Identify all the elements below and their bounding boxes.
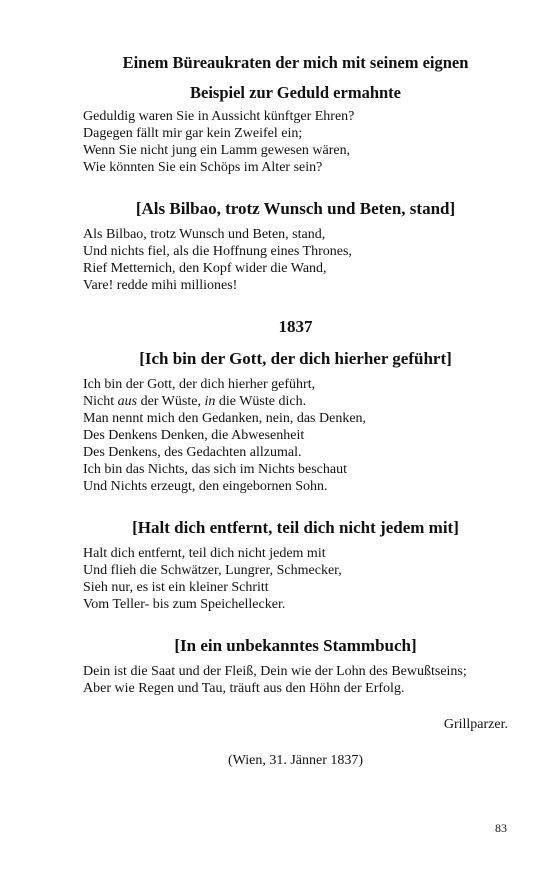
verse-line: Und nichts fiel, als die Hoffnung eines Thrones, bbox=[83, 244, 352, 259]
section4-title: [Halt dich entfernt, teil dich nicht jedem mit] bbox=[132, 518, 459, 537]
verse-line: Und flieh die Schwätzer, Lungrer, Schmecker, bbox=[83, 563, 342, 578]
spacer bbox=[83, 294, 508, 316]
verse-line: Rief Metternich, den Kopf wider die Wand, bbox=[83, 261, 327, 276]
verse-line: Wie könnten Sie ein Schöps im Alter sein? bbox=[83, 160, 323, 175]
section4-stanza bbox=[83, 545, 508, 613]
verse-line: Man nennt mich den Gedanken, nein, das Denken, bbox=[83, 411, 367, 426]
section1-stanza bbox=[83, 108, 508, 176]
verse-line: Vom Teller- bis zum Speichellecker. bbox=[83, 597, 286, 612]
verse-emphasis: in bbox=[204, 394, 216, 409]
spacer bbox=[83, 495, 508, 517]
year-heading: 1837 bbox=[278, 317, 313, 336]
verse-line: Aber wie Regen und Tau, träuft aus den Höhn der Erfolg. bbox=[83, 681, 405, 696]
verse-line: Sieh nur, es ist ein kleiner Schritt bbox=[83, 580, 269, 595]
section1-title-line1: Einem Büreaukraten der mich mit seinem eignen bbox=[122, 53, 469, 72]
dateline: (Wien, 31. Jänner 1837) bbox=[227, 753, 364, 768]
verse-line: Des Denkens, des Gedachten allzumal. bbox=[83, 445, 302, 460]
verse-line: Ich bin das Nichts, das sich im Nichts beschaut bbox=[83, 462, 348, 477]
verse-line: Und Nichts erzeugt, den eingebornen Sohn. bbox=[83, 479, 328, 494]
poem-page bbox=[83, 52, 508, 769]
verse-line: Geduldig waren Sie in Aussicht künftger Ehren? bbox=[83, 109, 355, 124]
verse-line: Vare! redde mihi milliones! bbox=[83, 278, 238, 293]
verse-fragment: Nicht bbox=[83, 394, 118, 409]
verse-line: Ich bin der Gott, der dich hierher geführt, bbox=[83, 377, 316, 392]
verse-emphasis: aus bbox=[117, 394, 138, 409]
section2-title: [Als Bilbao, trotz Wunsch und Beten, stand] bbox=[135, 199, 456, 218]
verse-line: Dagegen fällt mir gar kein Zweifel ein; bbox=[83, 126, 303, 141]
section5-stanza bbox=[83, 663, 508, 697]
verse-line: Halt dich entfernt, teil dich nicht jedem mit bbox=[83, 546, 326, 561]
verse-line: Als Bilbao, trotz Wunsch und Beten, stand, bbox=[83, 227, 326, 242]
section3-stanza bbox=[83, 376, 508, 495]
spacer bbox=[83, 613, 508, 635]
section3-title: [Ich bin der Gott, der dich hierher geführt] bbox=[139, 349, 452, 368]
verse-line: Wenn Sie nicht jung ein Lamm gewesen wären, bbox=[83, 143, 351, 158]
page-number: 83 bbox=[495, 821, 507, 835]
section5-title: [In ein unbekanntes Stammbuch] bbox=[174, 636, 417, 655]
section1-title-line2: Beispiel zur Geduld ermahnte bbox=[190, 83, 401, 102]
verse-line bbox=[83, 393, 508, 410]
spacer bbox=[83, 176, 508, 198]
section2-stanza bbox=[83, 226, 508, 294]
signature: Grillparzer. bbox=[443, 717, 508, 732]
verse-fragment: der Wüste, bbox=[137, 394, 205, 409]
verse-line: Des Denkens Denken, die Abwesenheit bbox=[83, 428, 305, 443]
verse-fragment: die Wüste dich. bbox=[215, 394, 307, 409]
verse-line: Dein ist die Saat und der Fleiß, Dein wie der Lohn des Bewußtseins; bbox=[83, 664, 467, 679]
